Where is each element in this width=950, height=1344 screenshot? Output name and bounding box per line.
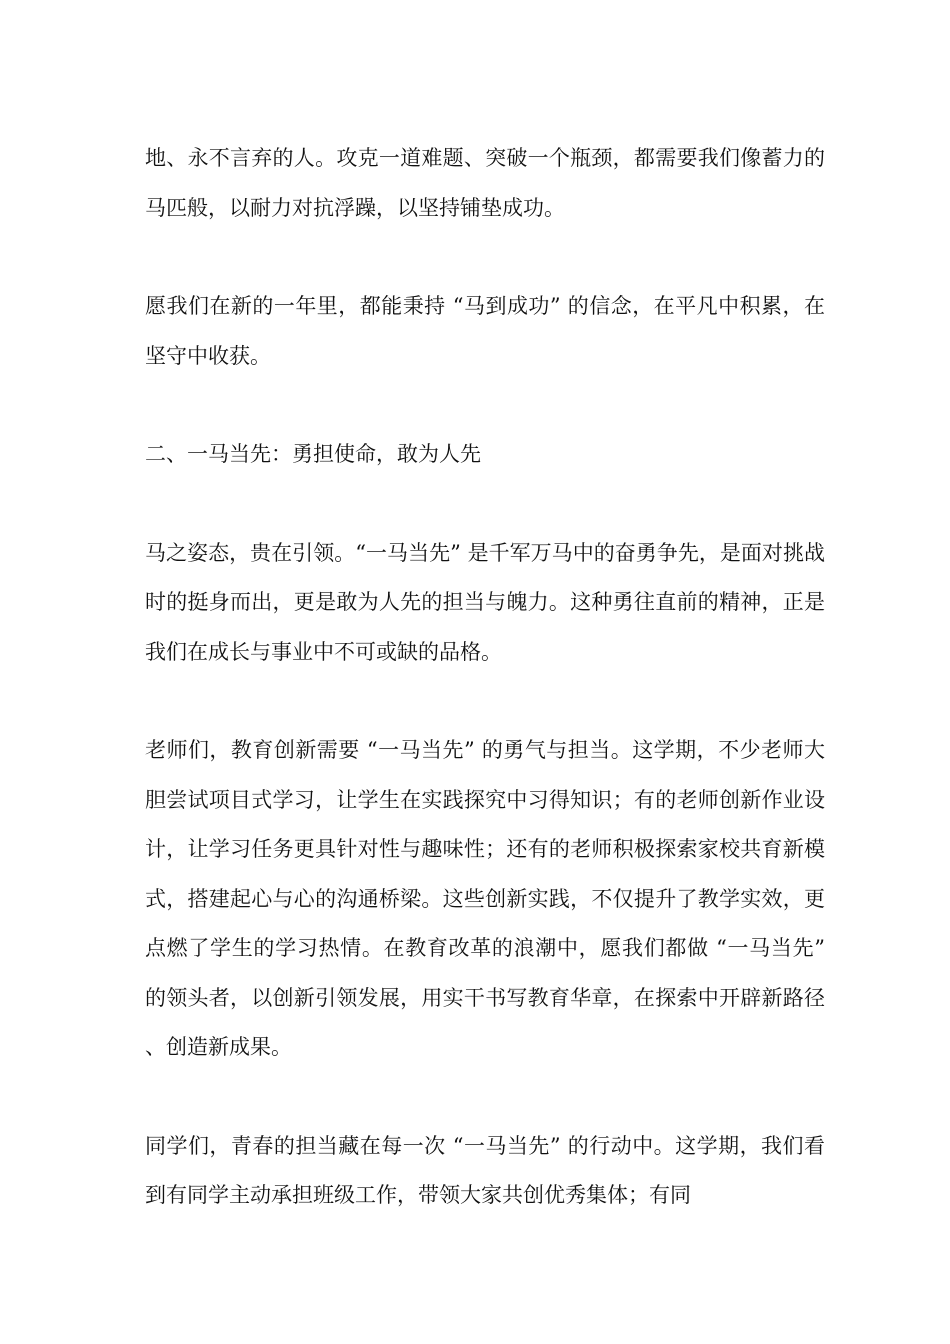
- paragraph-1: 地、永不言弃的人。攻克一道难题、突破一个瓶颈，都需要我们像蓄力的马匹般，以耐力对抗浮躁，以坚持铺垫成功。: [145, 146, 825, 220]
- paragraph-3: 马之姿态，贵在引领。“一马当先” 是千军万马中的奋勇争先，是面对挑战时的挺身而出，更是敢为人先的担当与魄力。这种勇往直前的精神，正是我们在成长与事业中不可或缺的品格。: [145, 540, 825, 664]
- paragraph-2: 愿我们在新的一年里，都能秉持 “马到成功” 的信念，在平凡中积累，在坚守中收获。: [145, 294, 825, 368]
- paragraph-4: 老师们，教育创新需要 “一马当先” 的勇气与担当。这学期，不少老师大胆尝试项目式学习，让学生在实践探究中习得知识；有的老师创新作业设计，让学习任务更具针对性与趣味性；还有的老师积极探索家校共育新模式，搭建起心与心的沟通桥梁。这些创新实践，不仅提升了教学实效，更点燃了学生的学习热情。在教育改革的浪潮中，愿我们都做 “一马当先” 的领头者，以创新引领发展，用实干书写教育华章，在探索中开辟新路径、创造新成果。: [145, 738, 832, 1059]
- section-heading: 二、一马当先：勇担使命，敢为人先: [145, 442, 481, 466]
- document-body: [145, 134, 832, 1270]
- paragraph-5: 同学们，青春的担当藏在每一次 “一马当先” 的行动中。这学期，我们看到有同学主动承担班级工作，带领大家共创优秀集体；有同: [145, 1133, 825, 1207]
